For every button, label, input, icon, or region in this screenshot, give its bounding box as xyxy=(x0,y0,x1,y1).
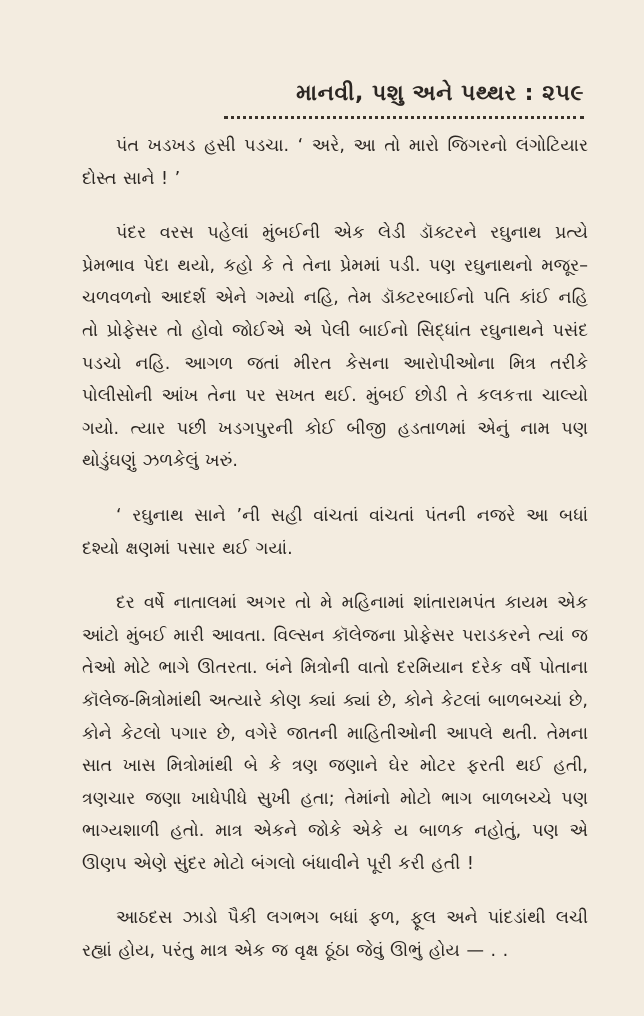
header-title: માનવી, પશુ અને પથ્થર : ૨૫૯ xyxy=(296,81,584,106)
paragraph-4: દર વર્ષે નાતાલમાં અગર તો મે મહિનામાં શાંતારામપંત કાયમ એક આંટો મુંબઈ મારી આવતા. વિલ્સન કૉલેજના પ્રોફેસર પરાડકરને ત્યાં જ તેઓ મોટે ભાગે ઊતરતા. બંને મિત્રોની વાતો દરમિયાન દરેક વર્ષે પોતાના કૉલેજ-મિત્રોમાંથી અત્યારે કોણ ક્યાં ક્યાં છે, કોને કેટલાં બાળબચ્ચાં છે, કોને કેટલો પગાર છે, વગેરે જાતની માહિતીઓની આપલે થતી. તેમના સાત ખાસ મિત્રોમાંથી બે કે ત્રણ જણાને ઘેર મોટર ફરતી થઈ હતી, ત્રણચાર જણા ખાધેપીધે સુખી હતા; તેમાંનો મોટો ભાગ બાળબચ્ચે પણ ભાગ્યશાળી હતો. માત્ર એકને જોકે એકે ય બાળક નહોતું, પણ એ ઊણપ એણે સુંદર મોટો બંગલો બંધાવીને પૂરી કરી હતી ! xyxy=(82,593,588,874)
header-dotted-rule xyxy=(224,116,584,119)
paragraph-5: આઠદસ ઝાડો પૈકી લગભગ બધાં ફળ, ફૂલ અને પાંદડાંથી લચી રહ્યાં હોય, પરંતુ માત્ર એક જ વૃક્ષ ઠૂંઠા જેવું ઊભું હોય — . . xyxy=(82,908,588,962)
paragraph-1: પંત ખડખડ હસી પડચા. ‘ અરે, આ તો મારો જિગરનો લંગોટિયાર દોસ્ત સાને ! ’ xyxy=(82,136,588,189)
page-body xyxy=(82,130,588,968)
paragraph-3: ‘ રઘુનાથ સાને ’ની સહી વાંચતાં વાંચતાં પંતની નજરે આ બધાં દશ્યો ક્ષણમાં પસાર થઈ ગયાં. xyxy=(82,505,588,559)
running-header xyxy=(224,80,584,119)
paragraph-2: પંદર વરસ પહેલાં મુંબઈની એક લેડી ડૉક્ટરને રઘુનાથ પ્રત્યે પ્રેમભાવ પેદા થયો, કહો કે તે તેના પ્રેમમાં પડી. પણ રઘુનાથનો મજૂર–ચળવળનો આદર્શ એને ગમ્યો નહિ, તેમ ડૉક્ટરબાઈનો પતિ કાંઈ નહિ તો પ્રોફેસર તો હોવો જોઈએ એ પેલી બાઈનો સિદ્ધાંત રઘુનાથને પસંદ પડચો નહિ. આગળ જતાં મીરત કેસના આરોપીઓના મિત્ર તરીકે પોલીસોની આંખ તેના પર સખત થઈ. મુંબઈ છોડી તે કલકત્તા ચાલ્યો ગયો. ત્યાર પછી ખડગપુરની કોઈ બીજી હડતાળમાં એનું નામ પણ થોડુંઘણું ઝળકેલું ખરું. xyxy=(82,223,588,472)
